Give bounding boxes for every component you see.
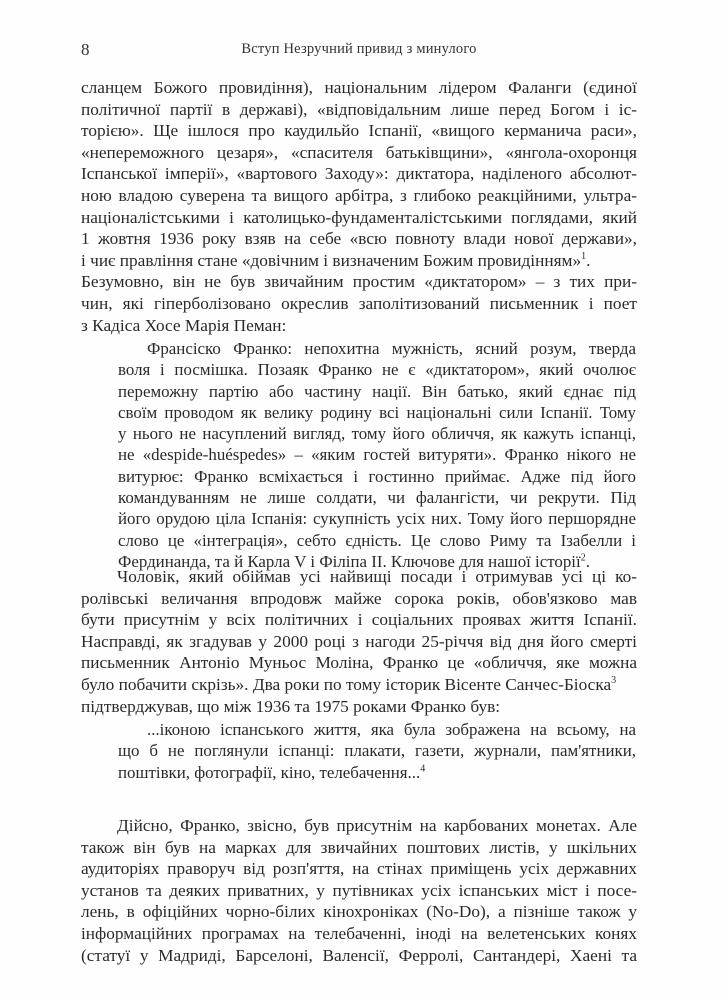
text-line: сланцем Божого провидіння), національним лідером Фаланги (єдиної xyxy=(81,78,637,97)
quote-line: у нього не насуплений вигляд, тому його обличчя, як кажуть іспанці, xyxy=(118,424,636,444)
text-line: ролівські величання впродовж майже сорока років, обов'язково мав xyxy=(81,588,637,608)
text-line: Чоловік, який обіймав усі найвищі посади і отримував усі ці ко- xyxy=(117,567,637,586)
text-line: підтверджував, що між 1936 та 1975 роками Франко був: xyxy=(81,696,501,716)
footnote-marker[interactable]: 2 xyxy=(580,552,586,564)
text-line: «непереможного цезаря», «спасителя батьківщини», «янгола-охоронця xyxy=(81,142,637,162)
text-line: бути присутнім у всіх політичних і соціальних проявах життя Іспанії. xyxy=(81,610,637,630)
quote-line: командуванням не лише солдати, чи фалангісти, чи рекрути. Під xyxy=(118,488,636,508)
paragraph xyxy=(81,566,637,717)
footnote-marker[interactable]: 3 xyxy=(611,675,617,687)
text-line: інформаційних програмах на телебаченні, іноді на велетенських конях xyxy=(81,923,637,943)
paragraph xyxy=(81,77,637,336)
quote-line: ...іконою іспанського життя, яка була зображена на всьому, на xyxy=(147,720,636,739)
text-line: політичної партії в державі), «відповідальним лише перед Богом і іс- xyxy=(81,99,637,119)
text-line: аудиторіях праворуч від розп'яття, на стінах приміщень усіх державних xyxy=(81,859,637,879)
quote-line: поштівки, фотографії, кіно, телебачення...$^4$ xyxy=(118,762,426,782)
running-head xyxy=(81,40,637,60)
text-line: і чиє правління стане «довічним і визначеним Божим провидінням»$^1$. xyxy=(81,250,591,270)
footnote-marker[interactable]: 1 xyxy=(581,250,587,262)
text-line: торією». Ще ішлося про каудильйо Іспанії, «вищого керманича раси», xyxy=(81,121,637,141)
page-number: 8 xyxy=(81,40,90,59)
text-line: Іспанської імперії», «вартового Заходу»: диктатора, наділеного абсолют- xyxy=(81,164,637,184)
quote-line: слово це «інтеграція», себто єдність. Це слово Риму та Ізабелли і xyxy=(118,530,636,550)
text-line: націоналістськими і католицько-фундаменталістськими поглядами, який xyxy=(81,207,637,227)
quote-line: своїм проводом як велику родину всі національні сили Іспанії. Тому xyxy=(118,402,636,422)
quote-line: переможну партію або частину нації. Він батько, який єднає під xyxy=(118,381,636,401)
text-line: (статуї у Мадриді, Барселоні, Валенсії, Ферролі, Сантандері, Хаені та xyxy=(81,945,637,965)
quote-line: Франсіско Франко: непохитна мужність, ясний розум, тверда xyxy=(147,339,636,358)
text-line: чин, які гіперболізовано окреслив заполітизований письменник і поет xyxy=(81,293,637,313)
text-line: з Кадіса Хосе Марія Пеман: xyxy=(81,315,287,335)
quote-line: воля і посмішка. Позаяк Франко не є «диктатором», який очолює xyxy=(118,360,636,380)
text-line: установ та деяких приватних, у путівниках усіх іспанських міст і посе- xyxy=(81,880,637,900)
quote-line: що б не поглянули іспанці: плакати, газети, журнали, пам'ятники, xyxy=(118,741,636,761)
quote-line: його орудою ціла Іспанія: сукупність усіх них. Тому його першорядне xyxy=(118,509,636,529)
text-line: 1 жовтня 1936 року взяв на себе «всю повноту влади нової держави», xyxy=(81,229,637,249)
text-line: ною владою суверена та вищого арбітра, з глибоко реакційними, ультра- xyxy=(81,185,637,205)
quote-line: Фердинанда, та й Карла V і Філіпа II. Ключове для нашої історії$^2$. xyxy=(118,551,590,571)
quote-line: не «despide-huéspedes» – «яким гостей витуряти». Франко нікого не xyxy=(118,445,636,465)
text-line: письменник Антоніо Муньос Моліна, Франко це «обличчя, яке можна xyxy=(81,653,637,673)
text-line: також він був на марках для звичайних поштових листів, у шкільних xyxy=(81,837,637,857)
text-line: Дійсно, Франко, звісно, був присутнім на карбованих монетах. Але xyxy=(117,816,637,835)
paragraph xyxy=(81,815,637,966)
text-line: Насправді, як згадував у 2000 році з нагоди 25-річчя від дня його смерті xyxy=(81,631,637,651)
text-line: було побачити скрізь». Два роки по тому історик Вісенте Санчес-Біоска$^3$ xyxy=(81,674,617,694)
quote-line: витурює: Франко всміхається і гостинно приймає. Адже під його xyxy=(118,466,636,486)
block-quote xyxy=(118,719,636,783)
footnote-marker[interactable]: 4 xyxy=(420,762,426,774)
block-quote xyxy=(118,338,636,572)
text-line: Безумовно, він не був звичайним простим «диктатором» – з тих при- xyxy=(81,272,637,292)
text-line: лень, в офіційних чорно-білих кінохроніках (No-Do), а пізніше також у xyxy=(81,902,637,922)
running-title: Вступ Незручний привид з минулого xyxy=(241,41,477,57)
